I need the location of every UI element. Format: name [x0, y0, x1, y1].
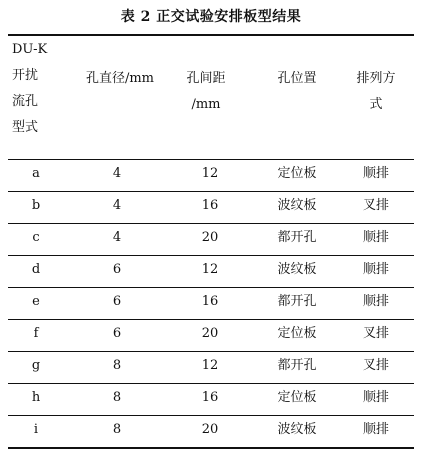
row-rule: [8, 319, 414, 320]
design-cell: b: [31, 198, 41, 213]
header-spacing-line-2: /mm: [191, 97, 221, 112]
design-cell: f: [33, 326, 39, 341]
table-row: [8, 258, 414, 282]
position-cell: 定位板: [277, 326, 317, 341]
spacing-cell: 20: [201, 230, 219, 245]
header-diameter: [72, 71, 168, 87]
arrangement-cell: 顺排: [362, 166, 389, 181]
arrangement-cell: 顺排: [362, 294, 389, 309]
design-cell: i: [33, 422, 39, 437]
table-title: 表 2 正交试验安排板型结果: [120, 9, 302, 25]
arrangement-cell: 顺排: [362, 422, 389, 437]
design-cell: g: [31, 358, 41, 373]
diameter-cell: 4: [112, 198, 122, 213]
header-diameter-line-1: 孔直径/mm: [85, 71, 155, 86]
top-rule: [8, 34, 414, 36]
row-rule: [8, 191, 414, 192]
design-cell: h: [31, 390, 41, 405]
spacing-cell: 16: [201, 198, 219, 213]
row-rule: [8, 223, 414, 224]
spacing-cell: 12: [201, 358, 219, 373]
row-rule: [8, 255, 414, 256]
bottom-rule: [8, 447, 414, 449]
header-spacing-line-1: 孔间距: [186, 71, 226, 86]
design-cell: d: [31, 262, 41, 277]
table-row: [8, 354, 414, 378]
header-type-line-3: 流孔: [12, 94, 39, 109]
position-cell: 都开孔: [277, 358, 317, 373]
header-position: [256, 71, 338, 87]
arrangement-cell: 顺排: [362, 390, 389, 405]
position-cell: 都开孔: [277, 230, 317, 245]
header-rule: [8, 159, 414, 160]
position-cell: 波纹板: [277, 198, 317, 213]
header-position-line-1: 孔位置: [277, 71, 317, 86]
spacing-cell: 12: [201, 166, 219, 181]
arrangement-cell: 顺排: [362, 262, 389, 277]
header-type-line-1: DU-K: [12, 42, 48, 57]
table-row: [8, 162, 414, 186]
header-arrangement: [338, 71, 414, 113]
table-row: [8, 226, 414, 250]
table-row: [8, 386, 414, 410]
header-spacing: [166, 71, 246, 113]
design-cell: a: [32, 166, 40, 181]
diameter-cell: 6: [112, 262, 122, 277]
design-cell: e: [32, 294, 40, 309]
arrangement-cell: 叉排: [362, 358, 389, 373]
position-cell: 波纹板: [277, 422, 317, 437]
row-rule: [8, 287, 414, 288]
spacing-cell: 16: [201, 294, 219, 309]
position-cell: 定位板: [277, 390, 317, 405]
row-rule: [8, 351, 414, 352]
diameter-cell: 4: [112, 166, 122, 181]
arrangement-cell: 叉排: [362, 326, 389, 341]
diameter-cell: 6: [112, 294, 122, 309]
table-row: [8, 418, 414, 442]
position-cell: 波纹板: [277, 262, 317, 277]
diameter-cell: 8: [112, 422, 122, 437]
arrangement-cell: 叉排: [362, 198, 389, 213]
row-rule: [8, 415, 414, 416]
position-cell: 都开孔: [277, 294, 317, 309]
header-type: [12, 42, 72, 136]
diameter-cell: 8: [112, 358, 122, 373]
spacing-cell: 12: [201, 262, 219, 277]
diameter-cell: 4: [112, 230, 122, 245]
table-row: [8, 194, 414, 218]
spacing-cell: 20: [201, 326, 219, 341]
spacing-cell: 20: [201, 422, 219, 437]
diameter-cell: 8: [112, 390, 122, 405]
table-row: [8, 322, 414, 346]
row-rule: [8, 383, 414, 384]
arrangement-cell: 顺排: [362, 230, 389, 245]
design-cell: c: [32, 230, 40, 245]
header-arrangement-line-1: 排列方: [356, 71, 396, 86]
position-cell: 定位板: [277, 166, 317, 181]
table-row: [8, 290, 414, 314]
header-type-line-2: 开扰: [12, 68, 39, 83]
diameter-cell: 6: [112, 326, 122, 341]
header-arrangement-line-2: 式: [369, 97, 383, 112]
spacing-cell: 16: [201, 390, 219, 405]
header-type-line-4: 型式: [12, 120, 39, 135]
